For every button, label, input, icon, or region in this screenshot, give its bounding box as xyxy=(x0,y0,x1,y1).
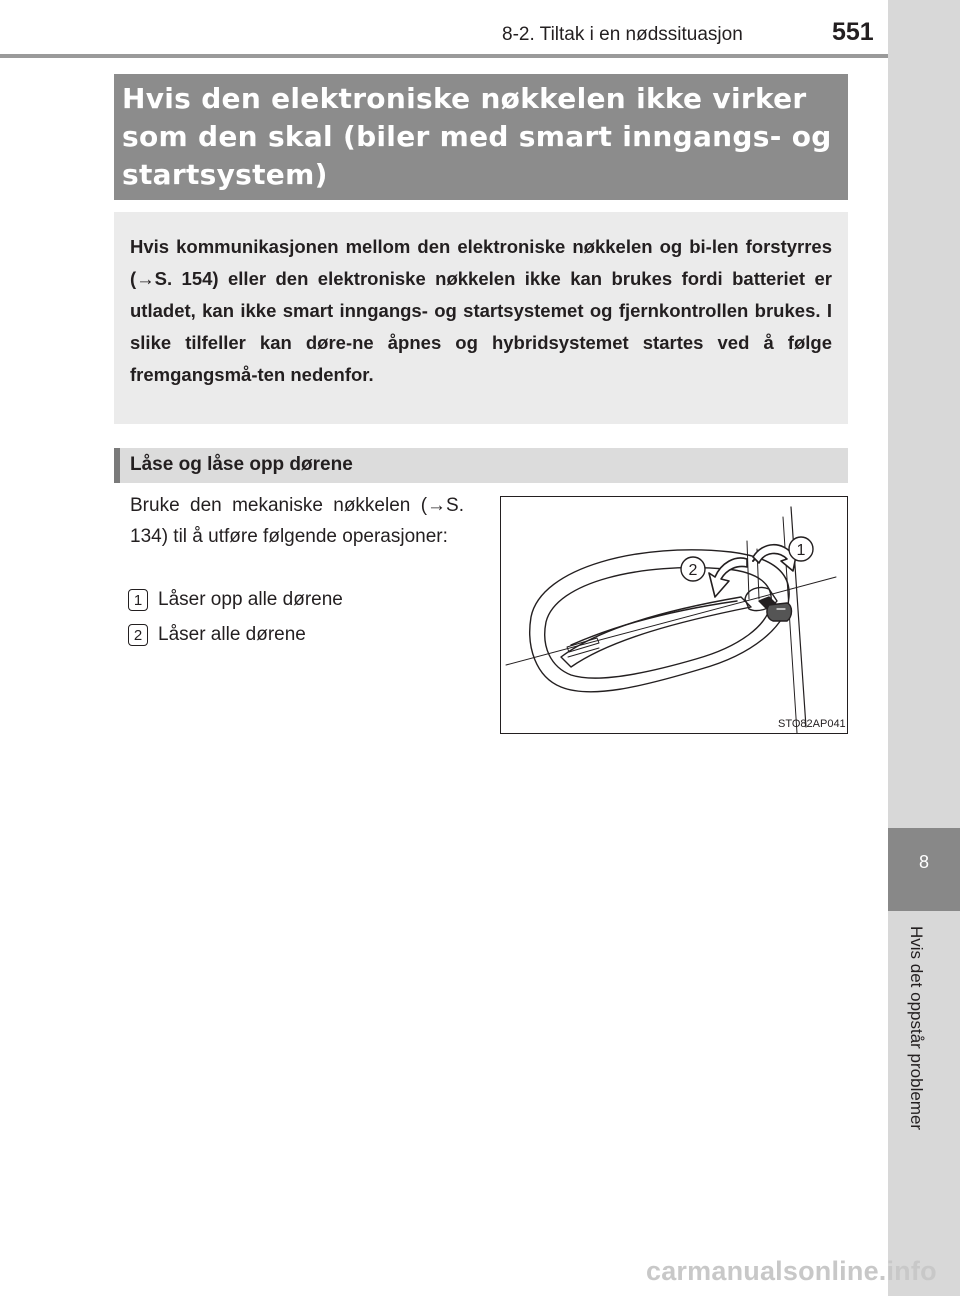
callout-2 xyxy=(681,557,705,581)
svg-text:1: 1 xyxy=(796,542,806,559)
body-paragraph: Bruke den mekaniske nøkkelen (→S. 134) til å utføre følgende operasjoner: xyxy=(130,495,464,547)
door-handle-figure xyxy=(500,496,848,734)
watermark-text: carmanualsonline.info xyxy=(646,1256,937,1286)
step-number-badge: 1 xyxy=(128,589,148,611)
subsection-heading-box xyxy=(114,448,848,483)
step-label: Låser opp alle dørene xyxy=(158,589,343,610)
section-title-box xyxy=(114,74,848,200)
intro-box xyxy=(114,212,848,424)
subsection-accent-bar xyxy=(114,448,120,483)
header-section-title: 8-2. Tiltak i en nødssituasjon xyxy=(502,24,743,45)
intro-text: Hvis kommunikasjonen mellom den elektroniske nøkkelen og bi-len forstyrres (→S. 154) eller den elektroniske nøkkelen ikke kan brukes fordi batteriet er utladet, kan ikke smart inngangs- og startsystemet og fjernkontrollen brukes. I slike tilfeller kan døre-ne åpnes og hybridsystemet startes ved å følge fremgangsmå-ten nedenfor. xyxy=(130,236,832,385)
step-item xyxy=(128,587,343,613)
page-number: 551 xyxy=(832,18,874,46)
step-item xyxy=(128,622,306,648)
figure-code: STO82AP041 xyxy=(778,718,846,730)
chapter-number: 8 xyxy=(918,852,929,872)
svg-text:2: 2 xyxy=(688,562,698,579)
callout-1 xyxy=(789,537,813,561)
door-handle-illustration xyxy=(501,497,849,735)
section-title: Hvis den elektroniske nøkkelen ikke virker som den skal (biler med smart inngangs- og startsystem) xyxy=(122,82,832,191)
step-label: Låser alle dørene xyxy=(158,624,306,645)
step-number-badge: 2 xyxy=(128,624,148,646)
chapter-title: Hvis det oppstår problemer xyxy=(907,926,926,1131)
subsection-heading: Låse og låse opp dørene xyxy=(130,454,353,475)
header-divider xyxy=(0,54,888,58)
